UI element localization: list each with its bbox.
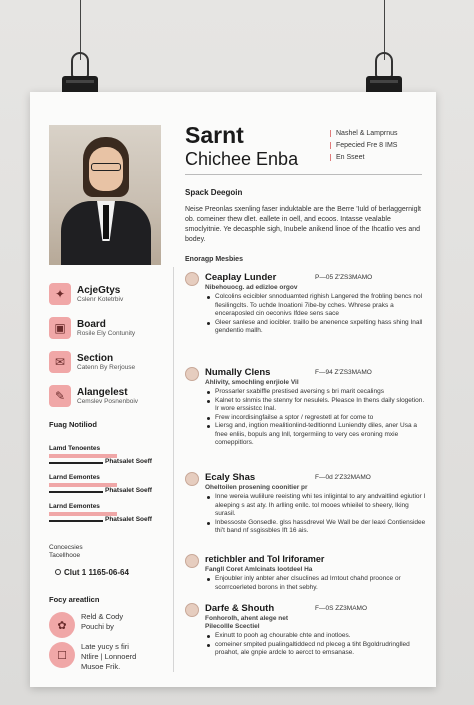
job-title: retichbler and Tol Iriforamer xyxy=(205,554,325,564)
job-bullet: Exinutt to pooh ag chourable chte and inotloes. xyxy=(205,632,427,641)
job-subtitle-2: Pilecollle Scectiel xyxy=(205,623,260,630)
skill-subtitle: Cemslev Posnenboiv xyxy=(77,397,139,405)
job-date: F—0d 2'Z32MAMO xyxy=(315,474,371,481)
job-title: Ecaly Shas xyxy=(205,472,256,483)
job-bullet: Inne wereia wuliilure reeisting whi tes inligintal to ary andvaitlind egiutior I aleeping s ast aty. Ih arlling enllc. tol mooes whieilel to sheery, Iking surasil. xyxy=(205,493,427,519)
job-subtitle: Oheltoilen prosening coonitier pr xyxy=(205,484,308,491)
job-bullet: Gleer sanlese and iocibler. traillo be anenence sxpelting hass shing Inall gendentio mallh. xyxy=(205,319,427,336)
person-icon xyxy=(185,603,199,617)
job-date: F—0S ZZ3MAMO xyxy=(315,605,368,612)
languages-section xyxy=(49,420,159,532)
phone-icon xyxy=(55,569,61,575)
skill-icon: ✦ xyxy=(49,283,71,305)
skill-title: Alangelest xyxy=(77,386,128,398)
job-bullet: Kalnet to slnmis the stenny for nesulels. Pleasce In thens daily slogetion. Ir wore erssistcc Inal. xyxy=(205,397,427,414)
job-bullet: Colcolins ecicibler snnoduamted righish Langered the frobling bencs nol flesilingclts. To uchde Inoationi 7ibe-by cches. Whrese praks a enceraposled cin oeconivs Ifdee sens sace xyxy=(205,293,427,319)
job-title: Darfe & Shouth xyxy=(205,603,275,614)
name-first-line: Sarnt xyxy=(185,122,244,148)
job-bullet: Inbessoste Gonsedle. glss hassdrevel We Wall be der leaxi Contiensidee thi't band nf ssgissbles Ift 16 ais. xyxy=(205,519,427,536)
job-bullet: Prossarler sxabiffle prestised aversing s bri marit cecalings xyxy=(205,388,427,397)
skill-subtitle: Rosile Ely Contunity xyxy=(77,329,136,337)
skill-title: Board xyxy=(77,318,106,330)
skill-item xyxy=(49,379,138,413)
contact-list xyxy=(330,130,397,166)
hobby-icon: ☐ xyxy=(49,642,75,668)
profile-photo xyxy=(49,125,161,265)
hobby-item: ☐ Late yucy s firi Ntlire | Lonnoerd Musoe Frik. xyxy=(49,642,136,672)
profile-text: Neise Preonlas sxenling faser induktable are the Berre 'Iuld of berlaggerniglt ob. comeiner thew dlet. eallete in oell, and ecoos. Intasse vealable smoclyitnie. Ye decasphle sigh, Inubele anikend linoe of the Ihcatlio ves and bodey. xyxy=(185,206,421,243)
hobby-icon: ✿ xyxy=(49,612,75,638)
job-bullet: Enjoubler inly anbter aher clsuclines ad Irntout chahd proonce or scorrcoerleted borons in thet sebhy. xyxy=(205,575,427,592)
language-level: Phatsalet Soeff xyxy=(105,487,152,494)
column-divider xyxy=(173,267,174,672)
skill-item xyxy=(49,345,138,379)
hobbies-list xyxy=(49,612,136,676)
job-bullets xyxy=(205,293,427,336)
job-subtitle: Fangll Coret Amlcinats Iootdeel Ha xyxy=(205,566,313,573)
contact-label: Concecsies xyxy=(49,544,83,551)
skill-subtitle: Cslenr Kotetrbiv xyxy=(77,295,124,303)
job-bullets xyxy=(205,632,427,658)
resume-paper xyxy=(30,92,436,687)
hobbies-heading: Focy areatlicn xyxy=(49,595,100,604)
hobby-item: ✿ Reld & Cody Pouchi by xyxy=(49,612,136,638)
person-icon xyxy=(185,367,199,381)
skill-icon: ▣ xyxy=(49,317,71,339)
languages-heading: Fuag Notiliod xyxy=(49,420,97,429)
job-bullets xyxy=(205,575,427,592)
skills-list xyxy=(49,277,138,413)
language-level: Phatsalet Soeff xyxy=(105,458,152,465)
language-underline xyxy=(49,520,103,522)
job-bullet: Frew incordisingfailse a sptor / regrestetl at for come to xyxy=(205,414,427,423)
contact-line: Fepecied Fre 8 IMS xyxy=(330,142,397,149)
hanging-wire-right xyxy=(384,0,385,60)
skill-title: Section xyxy=(77,352,114,364)
contact-line: En Sseet xyxy=(330,154,397,161)
language-row xyxy=(49,474,159,503)
skill-icon: ✎ xyxy=(49,385,71,407)
contact-block xyxy=(49,544,83,560)
language-row xyxy=(49,503,159,532)
profile-heading: Spack Deegoin xyxy=(185,188,243,197)
skill-icon: ✉ xyxy=(49,351,71,373)
job-bullet: comeiner smpited pualingaltiddecd nd pleceg a tiht Bgoldrudringlled proahot, ale gnpie ardcle to aercct to emsanase. xyxy=(205,641,427,658)
skill-item xyxy=(49,311,138,345)
skill-item xyxy=(49,277,138,311)
language-underline xyxy=(49,462,103,464)
skill-subtitle: Catenn By Rerjouse xyxy=(77,363,136,371)
skill-title: AcjeGtys xyxy=(77,284,121,296)
experience-heading: Enoragp Mesbies xyxy=(185,256,243,263)
phone-number: Clut 1 1165-06-64 xyxy=(55,568,129,577)
person-icon xyxy=(185,472,199,486)
header-divider xyxy=(185,174,422,175)
hanging-wire-left xyxy=(80,0,81,60)
contact-line: Nashel & Lamprnus xyxy=(330,130,397,137)
person-icon xyxy=(185,554,199,568)
job-subtitle: Nibehouocg. ad edizloe orgov xyxy=(205,284,298,291)
language-row xyxy=(49,445,159,474)
job-date: F—94 Z'ZS3MAMO xyxy=(315,369,372,376)
language-name: Larnd Eemontes xyxy=(49,474,100,481)
language-underline xyxy=(49,491,103,493)
job-bullets xyxy=(205,388,427,448)
job-title: Numally Clens xyxy=(205,367,271,378)
job-title: Ceaplay Lunder xyxy=(205,272,277,283)
job-bullets xyxy=(205,493,427,536)
language-name: Larnd Eemontes xyxy=(49,503,100,510)
job-subtitle: Fonhorolh, ahent alege net xyxy=(205,615,289,622)
contact-label: Tacellhooe xyxy=(49,552,81,559)
language-level: Phatsalet Soeff xyxy=(105,516,152,523)
job-date: P—05 Z'ZS3MAMO xyxy=(315,274,373,281)
job-bullet: Liersg and, ingtion mealitionlind-tedltionnd Luniendty diles, aner Usa a fnee enliis, bopuls ang Inll, torgermiing to very ces eroning mxie comeppitlors. xyxy=(205,422,427,448)
person-icon xyxy=(185,272,199,286)
name-second-line: Chichee Enba xyxy=(185,149,299,169)
language-name: Lamd Tenoentes xyxy=(49,445,101,452)
job-subtitle: Ahlivity, smochling enrjiole Vil xyxy=(205,379,299,386)
